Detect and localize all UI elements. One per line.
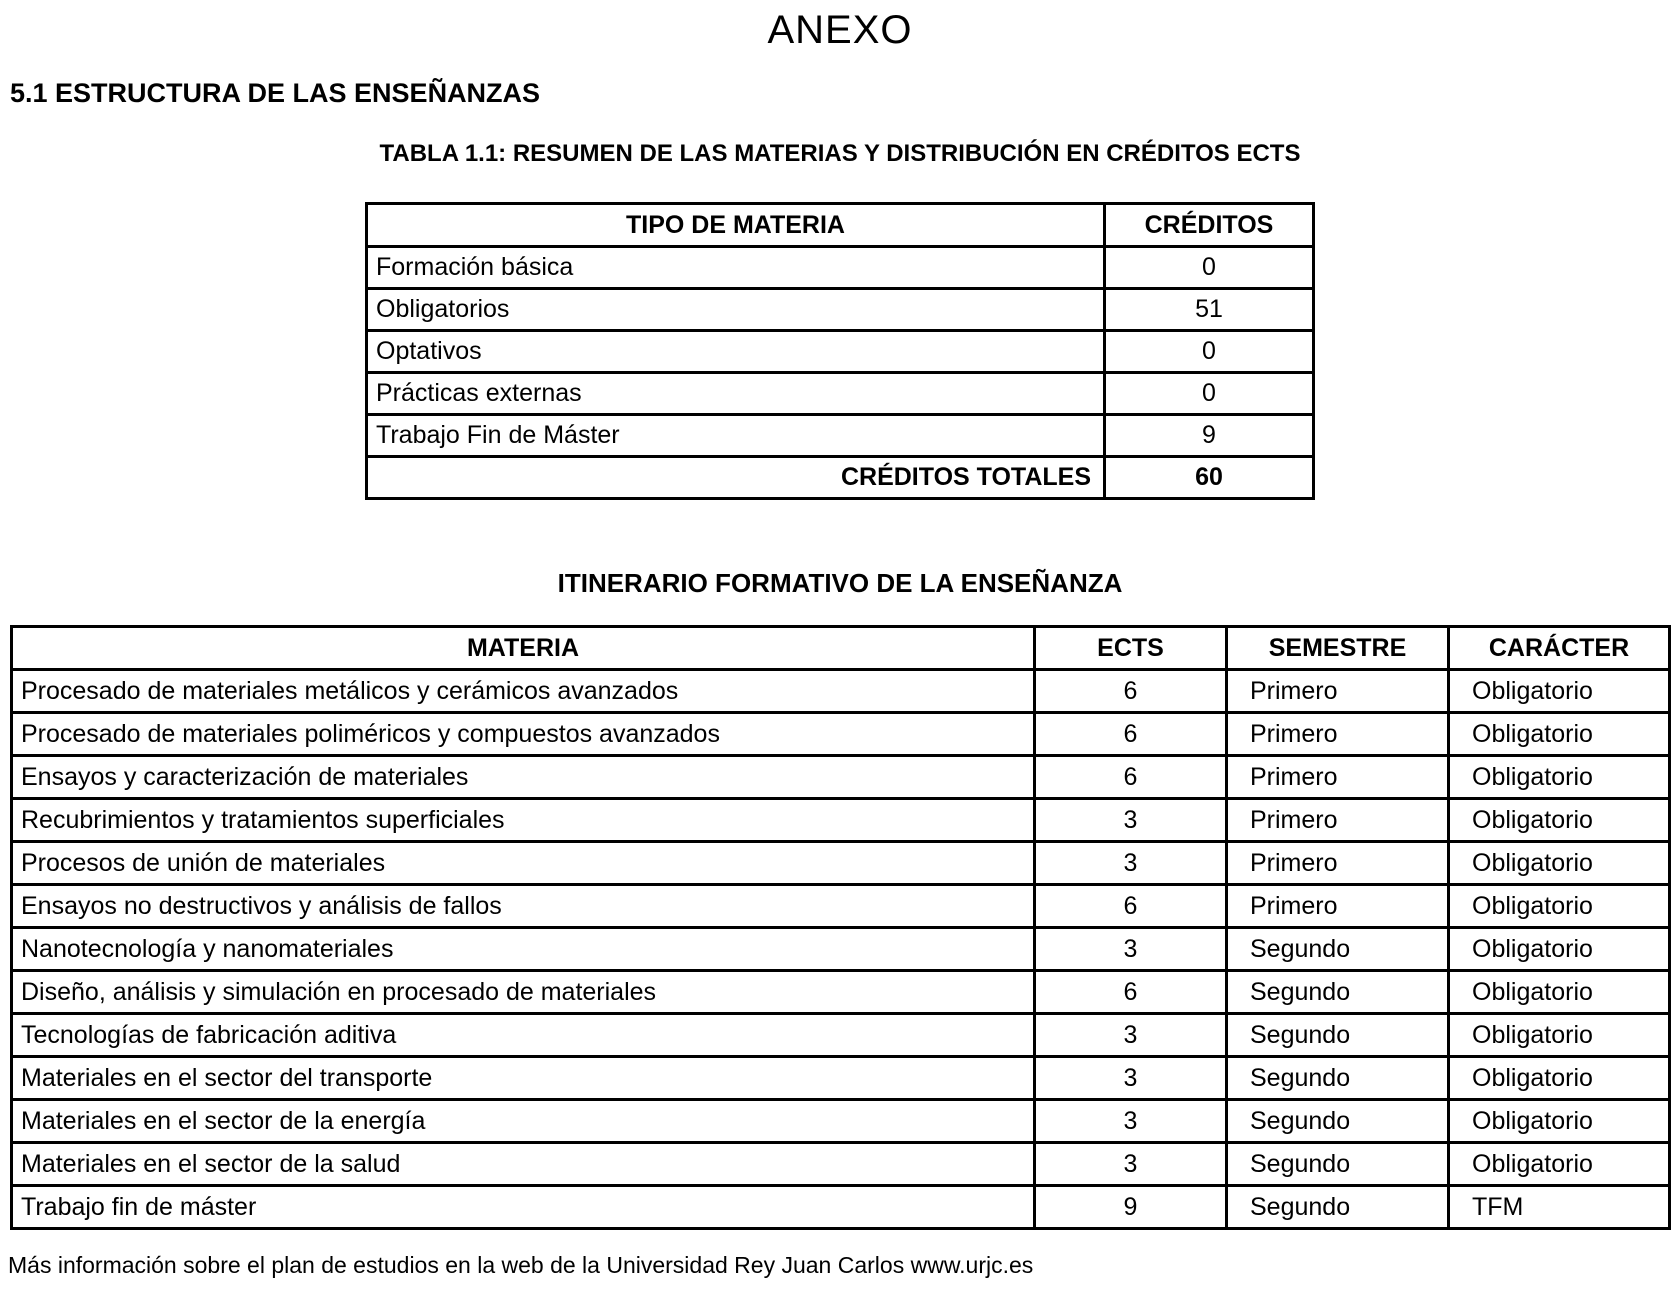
table-row [12,756,1670,799]
cell-caracter: Obligatorio [1449,971,1670,1014]
itinerary-table-caption: ITINERARIO FORMATIVO DE LA ENSEÑANZA [557,568,1123,598]
cell-ects: 3 [1035,1057,1227,1100]
cell-tipo-de-materia: Obligatorios [367,289,1105,331]
table-row [367,373,1314,415]
column-header-tipo-de-materia: TIPO DE MATERIA [367,204,1105,247]
column-header-ects: ECTS [1035,627,1227,670]
column-header-materia: MATERIA [12,627,1035,670]
column-header-semestre: SEMESTRE [1227,627,1449,670]
cell-caracter: TFM [1449,1186,1670,1229]
cell-semestre: Segundo [1227,1143,1449,1186]
cell-materia: Procesado de materiales metálicos y cerámicos avanzados [12,670,1035,713]
cell-ects: 6 [1035,971,1227,1014]
cell-ects: 3 [1035,1143,1227,1186]
cell-materia: Procesado de materiales poliméricos y compuestos avanzados [12,713,1035,756]
column-header-creditos: CRÉDITOS [1105,204,1314,247]
cell-semestre: Segundo [1227,1057,1449,1100]
cell-tipo-de-materia: Optativos [367,331,1105,373]
cell-ects: 6 [1035,756,1227,799]
itinerary-table [10,625,1671,1230]
table-row [12,1100,1670,1143]
cell-caracter: Obligatorio [1449,756,1670,799]
table-row [367,247,1314,289]
table-row [12,971,1670,1014]
cell-creditos: 0 [1105,247,1314,289]
cell-semestre: Primero [1227,756,1449,799]
credits-total-row [367,457,1314,499]
cell-materia: Materiales en el sector de la salud [12,1143,1035,1186]
cell-ects: 3 [1035,799,1227,842]
table-row [12,885,1670,928]
cell-caracter: Obligatorio [1449,1057,1670,1100]
cell-caracter: Obligatorio [1449,713,1670,756]
cell-semestre: Primero [1227,670,1449,713]
cell-tipo-de-materia: Trabajo Fin de Máster [367,415,1105,457]
cell-caracter: Obligatorio [1449,885,1670,928]
credits-table [365,202,1315,500]
cell-tipo-de-materia: Formación básica [367,247,1105,289]
credits-table-header-row [367,204,1314,247]
cell-ects: 3 [1035,1014,1227,1057]
cell-materia: Procesos de unión de materiales [12,842,1035,885]
cell-materia: Diseño, análisis y simulación en procesado de materiales [12,971,1035,1014]
cell-ects: 9 [1035,1186,1227,1229]
cell-materia: Ensayos y caracterización de materiales [12,756,1035,799]
cell-materia: Materiales en el sector del transporte [12,1057,1035,1100]
cell-semestre: Segundo [1227,1186,1449,1229]
cell-caracter: Obligatorio [1449,799,1670,842]
cell-materia: Ensayos no destructivos y análisis de fallos [12,885,1035,928]
table-row [12,1186,1670,1229]
cell-caracter: Obligatorio [1449,928,1670,971]
cell-semestre: Primero [1227,842,1449,885]
table-row [12,799,1670,842]
cell-semestre: Segundo [1227,971,1449,1014]
itinerary-table-header-row [12,627,1670,670]
table-row [12,1057,1670,1100]
cell-materia: Recubrimientos y tratamientos superficiales [12,799,1035,842]
cell-materia: Trabajo fin de máster [12,1186,1035,1229]
column-header-caracter: CARÁCTER [1449,627,1670,670]
cell-creditos: 51 [1105,289,1314,331]
credits-table-caption: TABLA 1.1: RESUMEN DE LAS MATERIAS Y DISTRIBUCIÓN EN CRÉDITOS ECTS [379,140,1301,167]
table-row [12,928,1670,971]
page-title: ANEXO [767,8,913,52]
cell-semestre: Primero [1227,713,1449,756]
footer-note: Más información sobre el plan de estudios en la web de la Universidad Rey Juan Carlos www.urjc.es [8,1252,1034,1278]
cell-semestre: Segundo [1227,928,1449,971]
cell-caracter: Obligatorio [1449,1014,1670,1057]
table-row [367,331,1314,373]
cell-materia: Tecnologías de fabricación aditiva [12,1014,1035,1057]
cell-creditos: 0 [1105,373,1314,415]
cell-semestre: Primero [1227,799,1449,842]
cell-ects: 6 [1035,670,1227,713]
section-heading: 5.1 ESTRUCTURA DE LAS ENSEÑANZAS [10,78,541,108]
table-row [12,670,1670,713]
cell-materia: Materiales en el sector de la energía [12,1100,1035,1143]
cell-caracter: Obligatorio [1449,842,1670,885]
cell-ects: 6 [1035,713,1227,756]
table-row [12,1014,1670,1057]
cell-ects: 3 [1035,928,1227,971]
cell-semestre: Segundo [1227,1100,1449,1143]
credits-total-label: CRÉDITOS TOTALES [367,457,1105,499]
cell-ects: 3 [1035,1100,1227,1143]
table-row [12,842,1670,885]
cell-caracter: Obligatorio [1449,1143,1670,1186]
cell-caracter: Obligatorio [1449,670,1670,713]
table-row [367,415,1314,457]
cell-semestre: Primero [1227,885,1449,928]
cell-creditos: 9 [1105,415,1314,457]
cell-creditos: 0 [1105,331,1314,373]
cell-materia: Nanotecnología y nanomateriales [12,928,1035,971]
cell-ects: 3 [1035,842,1227,885]
cell-tipo-de-materia: Prácticas externas [367,373,1105,415]
cell-caracter: Obligatorio [1449,1100,1670,1143]
table-row [12,1143,1670,1186]
table-row [12,713,1670,756]
cell-semestre: Segundo [1227,1014,1449,1057]
credits-total-value: 60 [1105,457,1314,499]
table-row [367,289,1314,331]
cell-ects: 6 [1035,885,1227,928]
